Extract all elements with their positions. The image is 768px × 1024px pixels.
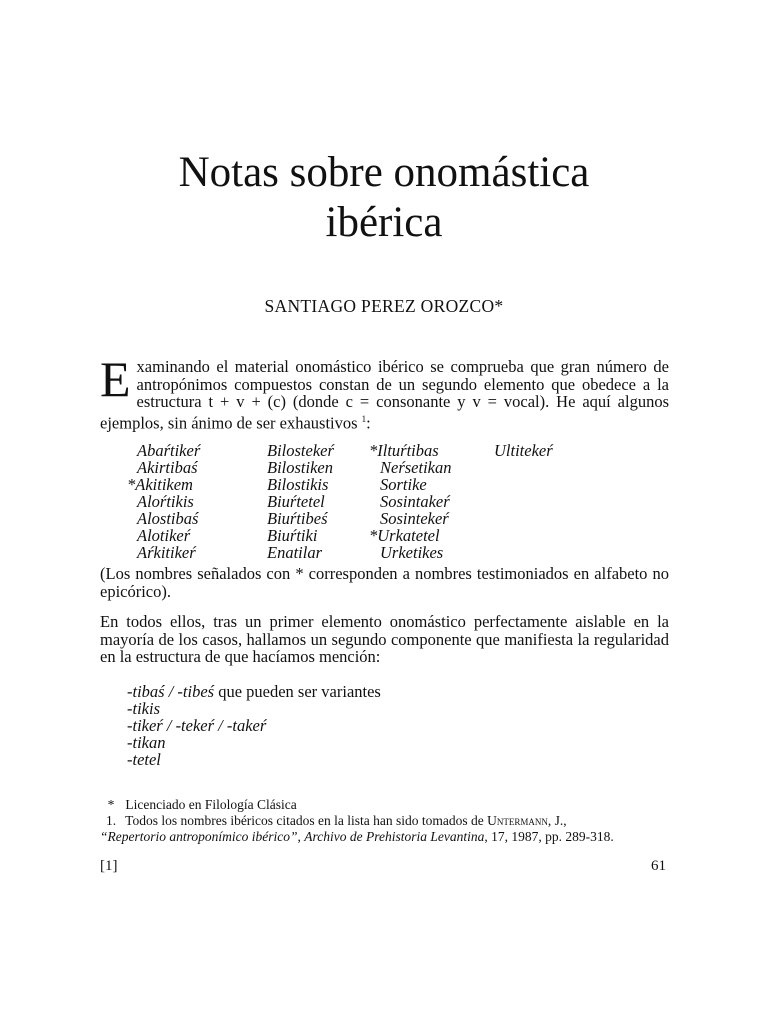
suffix-note: que pueden ser variantes <box>214 682 381 701</box>
suffix-form: -tikeŕ / -tekeŕ / -takeŕ <box>127 716 267 735</box>
page-number: 61 <box>651 858 666 874</box>
name-item: *Iltuŕtibas <box>369 441 439 460</box>
name-item: Alostibaś <box>137 509 199 528</box>
drop-cap: E <box>100 351 131 407</box>
name-item: Biuŕtibeś <box>267 509 328 528</box>
footnote-1 <box>100 813 669 829</box>
name-item: Abaŕtikeŕ <box>137 441 201 460</box>
name-item: Bilostikis <box>267 475 329 494</box>
body-paragraph: En todos ellos, tras un primer elemento onomástico perfectamente aislable en la mayoría de los casos, hallamos un segundo componente que manifiesta la regularidad en la estructura de que hacíamos mención: <box>100 612 669 666</box>
footnote-text: , 17, 1987, pp. 289-318. <box>484 829 614 844</box>
title-line-1: Notas sobre onomástica <box>178 149 590 196</box>
footnote-ref-1: 1 <box>361 413 367 424</box>
name-item: Sortike <box>380 475 427 494</box>
name-item: Bilostiken <box>267 458 333 477</box>
footnote-text: Todos los nombres ibéricos citados en la lista han sido tomados de <box>125 813 488 828</box>
suffix-item <box>127 683 381 700</box>
suffix-form: -tetel <box>127 750 161 769</box>
name-item: Bilostekeŕ <box>267 441 334 460</box>
article-title <box>0 148 768 248</box>
footnote-text: , J., <box>547 813 567 828</box>
name-item: Biuŕtiki <box>267 526 318 545</box>
suffix-list <box>127 683 381 768</box>
name-item: Urketikes <box>380 543 444 562</box>
name-item: Biuŕtetel <box>267 492 325 511</box>
footnote-1-continued <box>100 829 669 845</box>
name-item: *Urkatetel <box>369 526 440 545</box>
footnote-author <box>100 797 669 813</box>
suffix-item <box>127 717 381 734</box>
name-item: Aloŕtikis <box>137 492 194 511</box>
footnote-mark: * <box>107 797 115 812</box>
footnote-journal: Archivo de Prehistoria Levantina <box>304 829 485 844</box>
name-item: Ultitekeŕ <box>494 441 553 460</box>
footnote-cited-author: Untermann <box>487 813 548 828</box>
names-column-3 <box>369 442 452 561</box>
suffix-item <box>127 751 381 768</box>
name-item: Alotikeŕ <box>137 526 191 545</box>
names-column-4 <box>494 442 553 459</box>
name-item: *Akitikem <box>127 475 193 494</box>
name-item: Sosintekeŕ <box>380 509 449 528</box>
footnote-text: Licenciado en Filología Clásica <box>125 797 297 812</box>
suffix-item <box>127 700 381 717</box>
footnotes <box>100 797 669 845</box>
suffix-form: -tikan <box>127 733 166 752</box>
title-line-2: ibérica <box>325 199 443 246</box>
names-column-2 <box>267 442 334 561</box>
names-column-1 <box>127 442 200 561</box>
page-marker: [1] <box>100 858 118 874</box>
footnote-mark: 1. <box>105 813 117 828</box>
footnote-cited-title: “Repertorio antroponímico ibérico” <box>100 829 298 844</box>
intro-end: : <box>366 413 371 432</box>
name-item: Enatilar <box>267 543 323 562</box>
name-item: Sosintakeŕ <box>380 492 450 511</box>
name-item: Aŕkitikeŕ <box>137 543 196 562</box>
author-name: SANTIAGO PEREZ OROZCO* <box>264 296 504 316</box>
suffix-form: -tibaś / -tibeś <box>127 682 215 701</box>
intro-paragraph <box>100 351 669 432</box>
suffix-item <box>127 734 381 751</box>
intro-text: xaminando el material onomástico ibérico se comprueba que gran número de antropónimos compuestos constan de un segundo elemento que obedece a la estructura t + v + (c) (donde c = consonante y v = vocal). He aquí algunos ejemplos, sin ánimo de ser exhaustivos <box>100 357 669 432</box>
name-item: Neŕsetikan <box>380 458 452 477</box>
note-paragraph: (Los nombres señalados con * corresponden a nombres testimoniados en alfabeto no epicórico). <box>100 564 669 601</box>
suffix-form: -tikis <box>127 699 160 718</box>
footnote-sep: , <box>297 829 305 844</box>
name-item: Akirtibaś <box>137 458 198 477</box>
